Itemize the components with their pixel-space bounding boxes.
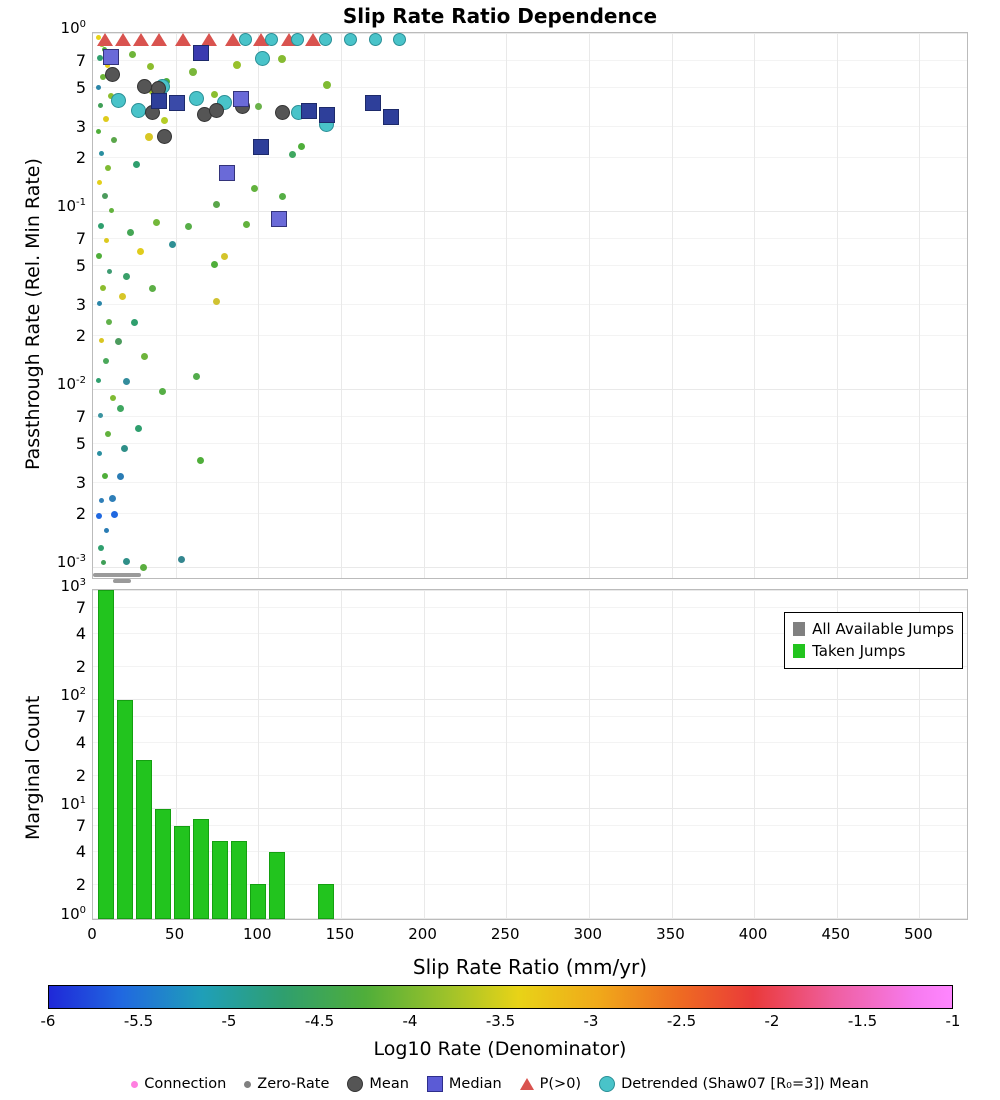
data-point [159,388,166,395]
legend-item [793,618,954,640]
histogram-bar [117,700,133,919]
y-axis-label-top: Passthrough Rate (Rel. Min Rate) [22,158,44,470]
x-tick: 250 [490,925,520,943]
marker-detrended-mean [189,91,204,106]
data-point [131,319,138,326]
data-point [149,285,156,292]
data-point [289,151,296,158]
marker-detrended-mean [239,33,252,46]
data-point [137,248,144,255]
data-point [98,223,104,229]
legend-item [793,640,954,662]
histogram-bar [98,590,114,919]
x-tick: 450 [821,925,851,943]
data-point [105,431,111,437]
legend-label: Zero-Rate [257,1076,330,1092]
chart-title: Slip Rate Ratio Dependence [342,4,658,28]
marker-mean [209,103,224,118]
data-point [133,161,140,168]
data-point [141,353,148,360]
data-point [189,68,197,76]
y-axis-label-bottom: Marginal Count [22,695,44,840]
data-point [96,253,102,259]
data-point [99,338,104,343]
data-point [197,457,204,464]
x-tick: 400 [738,925,768,943]
x-tick: 200 [408,925,437,943]
data-point [221,253,228,260]
data-point [107,269,112,274]
data-point [117,405,124,412]
histogram-bar [269,852,285,919]
histogram-legend [784,612,963,669]
zero-rate-dot-icon [244,1081,251,1088]
data-point [123,558,130,565]
marker-p-gt-0 [97,33,113,46]
data-point [129,51,136,58]
data-point [147,63,154,70]
data-point [110,395,116,401]
marker-median [103,49,119,65]
connection-dot-icon [131,1081,138,1088]
mean-dot-icon [347,1076,363,1092]
colorbar-tick: -5.5 [123,1012,154,1030]
data-point [98,545,104,551]
data-point [145,133,153,141]
y-axis-ticks-bottom: $10^3$ 7 4 2 $10^2$ 7 4 2 $10^1$ 7 4 2 $10^0$ [60,577,86,923]
marker-median [219,165,235,181]
data-point [193,373,200,380]
marker-median [253,139,269,155]
legend-swatch-all-available [793,622,805,636]
marker-median [233,91,249,107]
x-tick: 50 [165,925,185,943]
marker-median [169,95,185,111]
colorbar-label: Log10 Rate (Denominator) [373,1038,627,1060]
legend-label: Mean [369,1076,409,1092]
marker-p-gt-0 [133,33,149,46]
data-point [243,221,250,228]
data-point [185,223,192,230]
legend-item-zero-rate [244,1076,329,1092]
data-point [96,378,101,383]
data-point [127,229,134,236]
x-tick: 300 [573,925,603,943]
x-tick: 350 [656,925,685,943]
marker-detrended-mean [369,33,382,46]
marker-mean [137,79,152,94]
colorbar-tick: -2.5 [666,1012,697,1030]
median-square-icon [427,1076,443,1092]
data-point [323,81,331,89]
marker-median [319,107,335,123]
zero-rate-baseline [93,573,141,577]
marker-detrended-mean [291,33,304,46]
y-axis-ticks-top: $10^0$ 7 5 3 2 $10^{-1}$ 7 5 3 2 $10^{-2}$ 7 5 3 2 $10^{-3}$ [56,19,86,571]
data-point [103,358,109,364]
colorbar-tick: -6 [40,1012,56,1030]
marker-legend [0,1076,1000,1092]
colorbar-tick: -5 [221,1012,237,1030]
legend-item-mean [347,1076,409,1092]
data-point [153,219,160,226]
data-point [140,564,147,571]
histogram-bar [136,760,152,919]
data-point [104,528,109,533]
marker-detrended-mean [319,33,332,46]
histogram-bar [212,841,228,919]
x-tick: 100 [242,925,272,943]
data-point [123,273,130,280]
scatter-panel [92,32,968,579]
data-point [111,137,117,143]
legend-label: Detrended (Shaw07 [R₀=3]) Mean [621,1076,869,1092]
data-point [102,473,108,479]
marker-median [365,95,381,111]
data-point [119,293,126,300]
data-point [109,495,116,502]
data-point [169,241,176,248]
data-point [213,298,220,305]
histogram-bar [231,841,247,919]
data-point [135,425,142,432]
data-point [123,378,130,385]
data-point [99,151,104,156]
data-point [115,338,122,345]
marker-detrended-mean [344,33,357,46]
histogram-bar [318,884,334,919]
legend-label: Connection [144,1076,227,1092]
legend-item-median [427,1076,502,1092]
marker-detrended-mean [255,51,270,66]
detrended-mean-dot-icon [599,1076,615,1092]
data-point [178,556,185,563]
marker-mean [275,105,290,120]
data-point [98,413,103,418]
data-point [111,511,118,518]
legend-label: All Available Jumps [812,620,954,638]
data-point [121,445,128,452]
colorbar-tick: -3.5 [485,1012,516,1030]
marker-median [383,109,399,125]
marker-mean [105,67,120,82]
legend-label: P(>0) [539,1076,582,1092]
data-point [109,208,114,213]
histogram-bar [155,809,171,919]
data-point [278,55,286,63]
data-point [211,91,218,98]
histogram-bar [193,819,209,919]
colorbar[interactable] [48,985,953,1009]
x-tick: 150 [325,925,355,943]
data-point [99,498,104,503]
data-point [105,165,111,171]
marker-p-gt-0 [175,33,191,46]
x-axis-label: Slip Rate Ratio (mm/yr) [412,955,648,979]
p-gt-0-triangle-icon [520,1078,534,1090]
histogram-bar [174,826,190,919]
data-point [96,85,101,90]
legend-label: Median [448,1076,502,1092]
data-point [251,185,258,192]
data-point [97,301,102,306]
data-point [104,238,109,243]
legend-item-connection [131,1076,226,1092]
data-point [97,180,102,185]
colorbar-tick: -1.5 [847,1012,878,1030]
marker-median [301,103,317,119]
colorbar-tick: -4 [402,1012,418,1030]
marker-detrended-mean [111,93,126,108]
x-tick: 500 [904,925,933,943]
data-point [161,117,168,124]
data-point [211,261,218,268]
marker-detrended-mean [393,33,406,46]
data-point [213,201,220,208]
histogram-panel [92,589,968,920]
data-point [96,513,102,519]
data-point [97,451,102,456]
data-point [102,193,108,199]
colorbar-tick: -2 [764,1012,780,1030]
data-point [98,103,103,108]
colorbar-tick: -1 [945,1012,961,1030]
data-point [117,473,124,480]
marker-mean [157,129,172,144]
data-point [255,103,262,110]
legend-swatch-taken [793,644,805,658]
legend-label: Taken Jumps [812,642,906,660]
data-point [103,116,109,122]
x-tick: 0 [87,925,97,943]
marker-detrended-mean [265,33,278,46]
histogram-bar [250,884,266,919]
marker-p-gt-0 [151,33,167,46]
data-point [279,193,286,200]
data-point [106,319,112,325]
marker-median [193,45,209,61]
marker-median [151,93,167,109]
data-point [233,61,241,69]
legend-item-detrended-mean [599,1076,869,1092]
data-point [298,143,305,150]
data-point [96,129,101,134]
colorbar-tick: -4.5 [304,1012,335,1030]
marker-median [271,211,287,227]
marker-p-gt-0 [115,33,131,46]
zero-rate-baseline [113,579,131,583]
data-point [100,285,106,291]
legend-item-p-gt-0 [520,1076,581,1092]
marker-detrended-mean [131,103,146,118]
colorbar-tick: -3 [583,1012,599,1030]
data-point [101,560,106,565]
